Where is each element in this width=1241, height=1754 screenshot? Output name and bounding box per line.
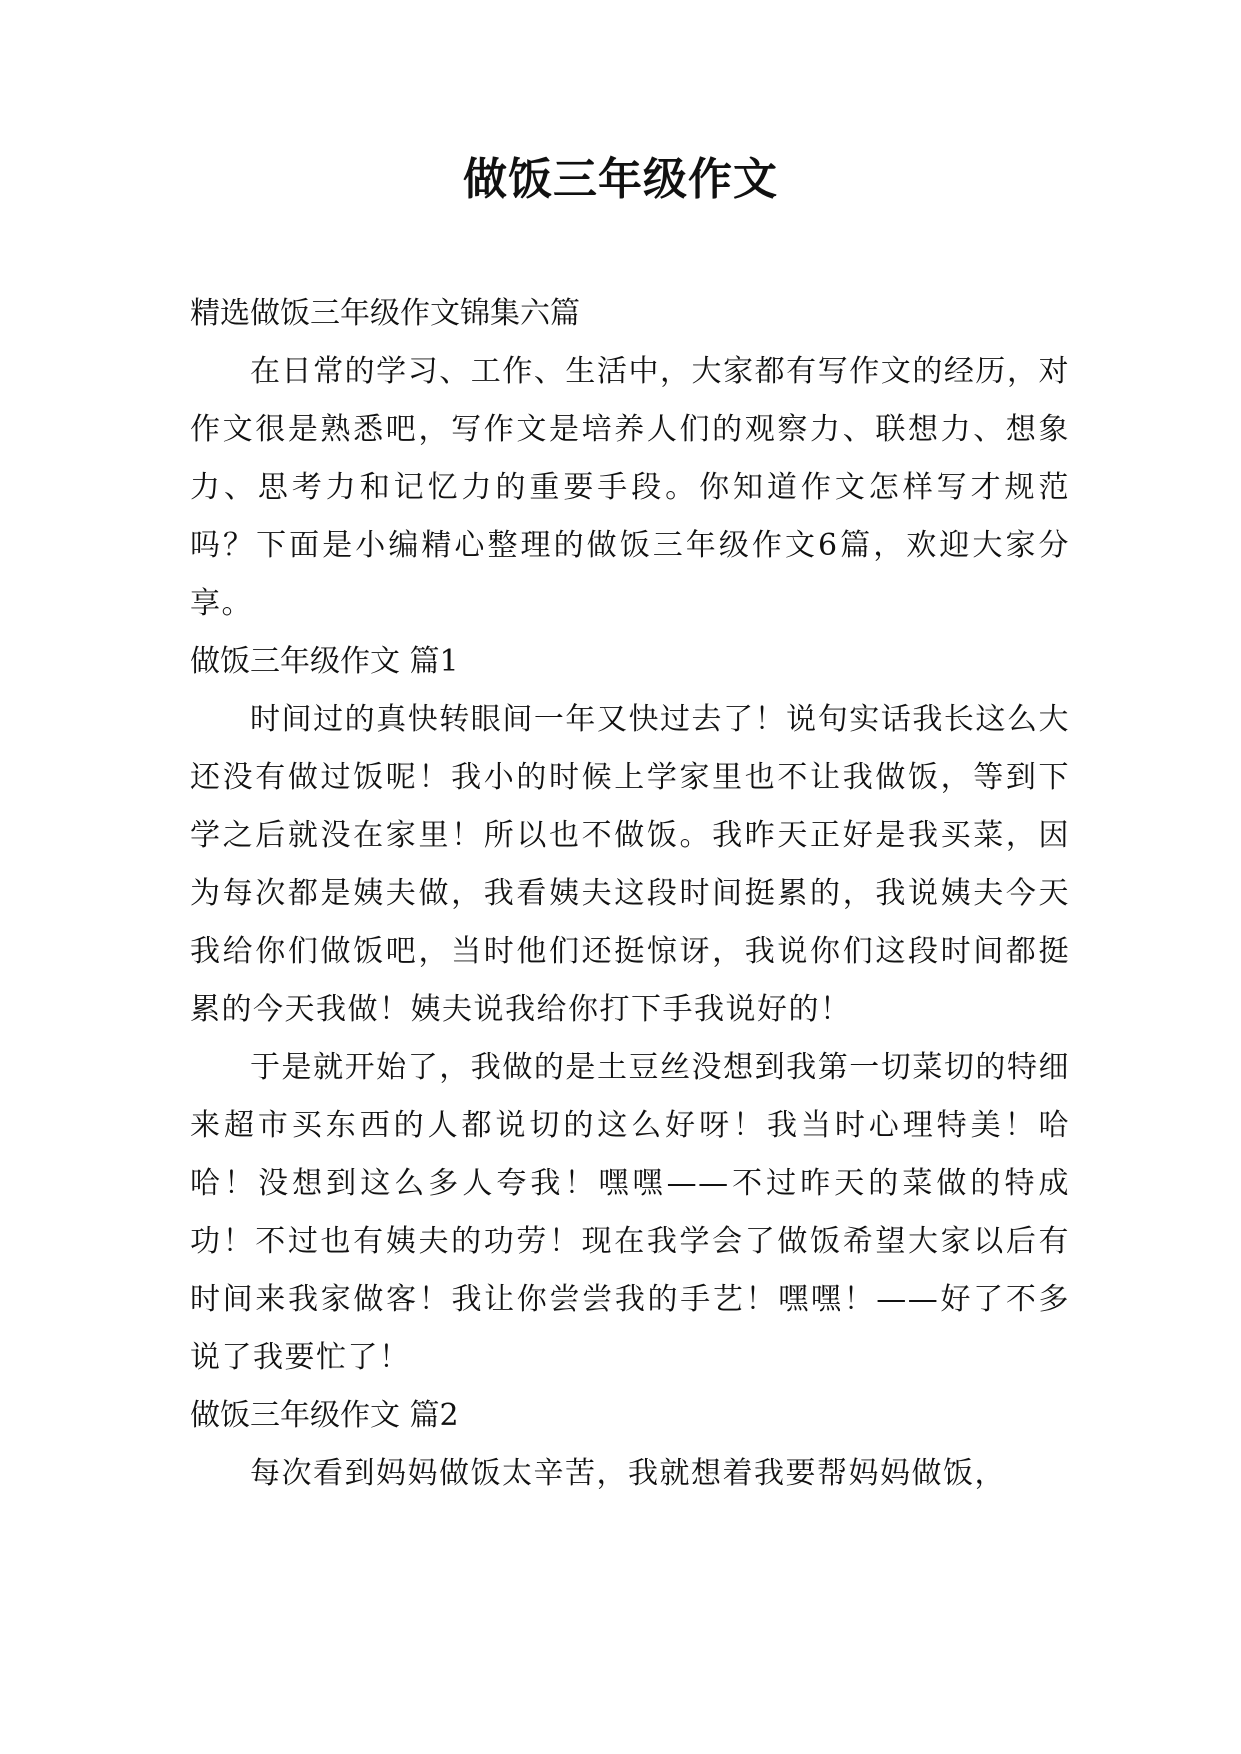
essay-2-paragraph-1: 每次看到妈妈做饭太辛苦，我就想着我要帮妈妈做饭， (250, 1456, 1006, 1491)
document-title: 做饭三年级作文 (463, 154, 778, 205)
essay-1-paragraph-2: 于是就开始了，我做的是土豆丝没想到我第一切菜切的特细来超市买东西的人都说切的这么好呀！我当时心理特美！哈哈！没想到这么多人夸我！嘿嘿——不过昨天的菜做的特成功！不过也有姨夫的功劳！现在我学会了做饭希望大家以后有时间来我家做客！我让你尝尝我的手艺！嘿嘿！——好了不多说了我要忙了！ (190, 1050, 1070, 1375)
intro-paragraph: 在日常的学习、工作、生活中，大家都有写作文的经历，对作文很是熟悉吧，写作文是培养人们的观察力、联想力、想象力、思考力和记忆力的重要手段。你知道作文怎样写才规范吗？下面是小编精心整理的做饭三年级作文6篇，欢迎大家分享。 (190, 354, 1070, 621)
document-body (190, 285, 1070, 1503)
essay-heading-2: 做饭三年级作文 篇2 (190, 1398, 459, 1433)
essay-1-paragraph-1: 时间过的真快转眼间一年又快过去了！说句实话我长这么大还没有做过饭呢！我小的时候上学家里也不让我做饭，等到下学之后就没在家里！所以也不做饭。我昨天正好是我买菜，因为每次都是姨夫做，我看姨夫这段时间挺累的，我说姨夫今天我给你们做饭吧，当时他们还挺惊讶，我说你们这段时间都挺累的今天我做！姨夫说我给你打下手我说好的！ (190, 702, 1070, 1027)
essay-heading-1: 做饭三年级作文 篇1 (190, 644, 459, 679)
document-subtitle: 精选做饭三年级作文锦集六篇 (190, 296, 580, 331)
